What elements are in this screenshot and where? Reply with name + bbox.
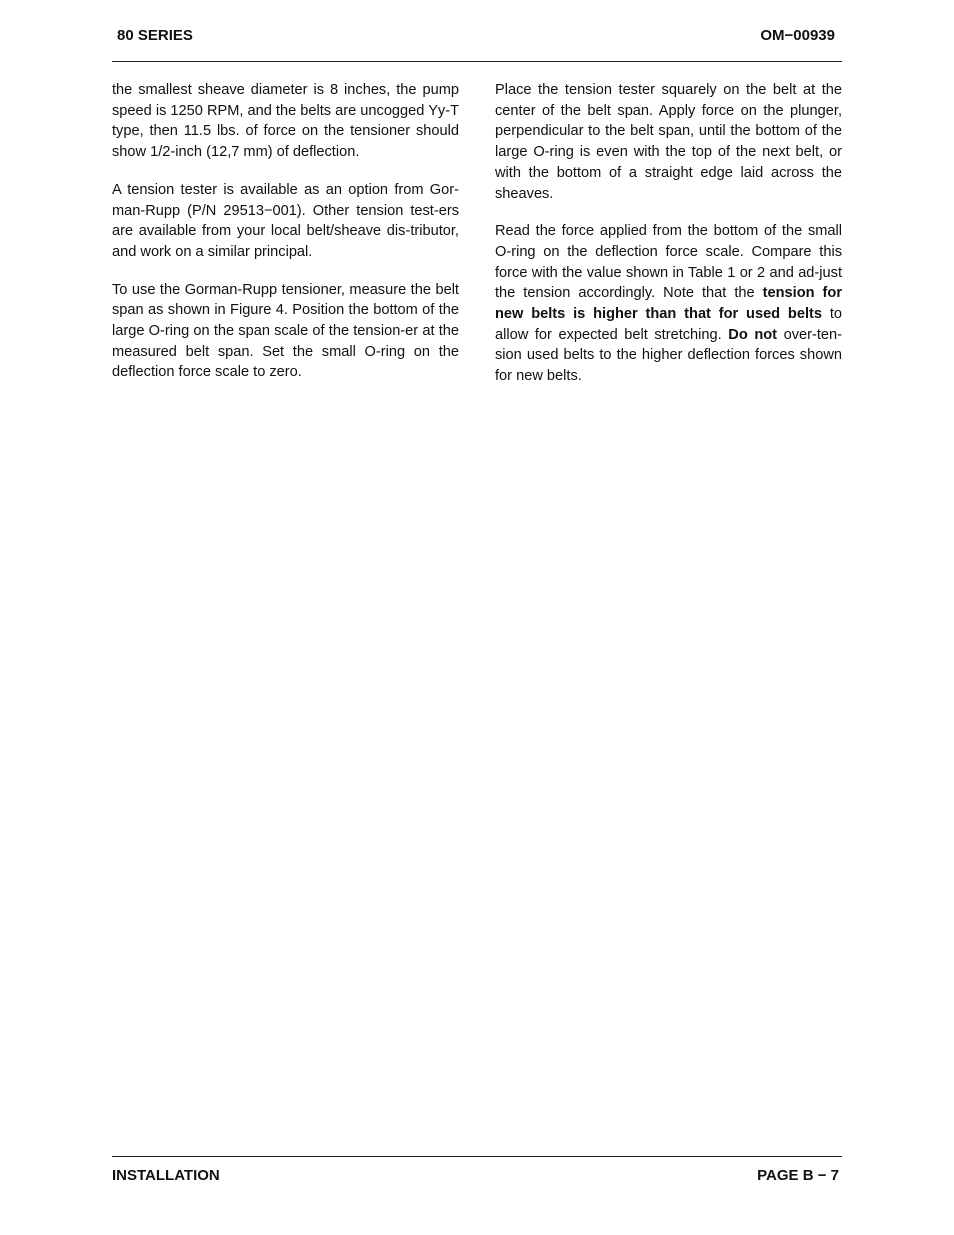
- series-label: 80 SERIES: [117, 27, 193, 44]
- emphasis-text: tension for new belts is higher than that for used belts: [495, 285, 842, 323]
- paragraph: A tension tester is available as an option from Gor-man-Rupp (P/N 29513−001). Other tension test-ers are available from your local belt/sheave dis-tributor, and work on a similar principal.: [112, 181, 459, 260]
- document-number: OM−00939: [760, 27, 835, 44]
- paragraph: Place the tension tester squarely on the belt at the center of the belt span. Apply force on the plunger, perpendicular to the belt span, until the bottom of the large O-ring is even with the top of the next belt, or with the bottom of a straight edge laid across the sheaves.: [495, 82, 842, 202]
- paragraph-text: over-ten-sion used belts to the higher deflection forces shown for new belts.: [495, 326, 842, 385]
- page-number: PAGE B − 7: [757, 1167, 839, 1184]
- left-column: [112, 80, 459, 400]
- paragraph: [495, 221, 842, 387]
- page-footer: [112, 1156, 842, 1184]
- page-header: [112, 0, 842, 62]
- paragraph: To use the Gorman-Rupp tensioner, measure the belt span as shown in Figure 4. Position the bottom of the large O-ring on the span scale of the tension-er at the measured belt span. Set the small O-ring on the deflection force scale to zero.: [112, 281, 459, 381]
- paragraph-text: Read the force applied from the bottom of the small O-ring on the deflection force scale. Compare this force with the value shown in Table 1 or 2 and ad-just the tension accordingly. Note that the: [495, 223, 842, 302]
- section-label: INSTALLATION: [112, 1167, 220, 1184]
- paragraph-text: to allow for expected belt stretching.: [495, 306, 843, 343]
- right-column: [495, 80, 842, 404]
- emphasis-text: Do not: [728, 326, 778, 343]
- paragraph: the smallest sheave diameter is 8 inches, the pump speed is 1250 RPM, and the belts are uncogged Yy-T type, then 11.5 lbs. of force on the tensioner should show 1/2-inch (12,7 mm) of deflection.: [112, 82, 459, 161]
